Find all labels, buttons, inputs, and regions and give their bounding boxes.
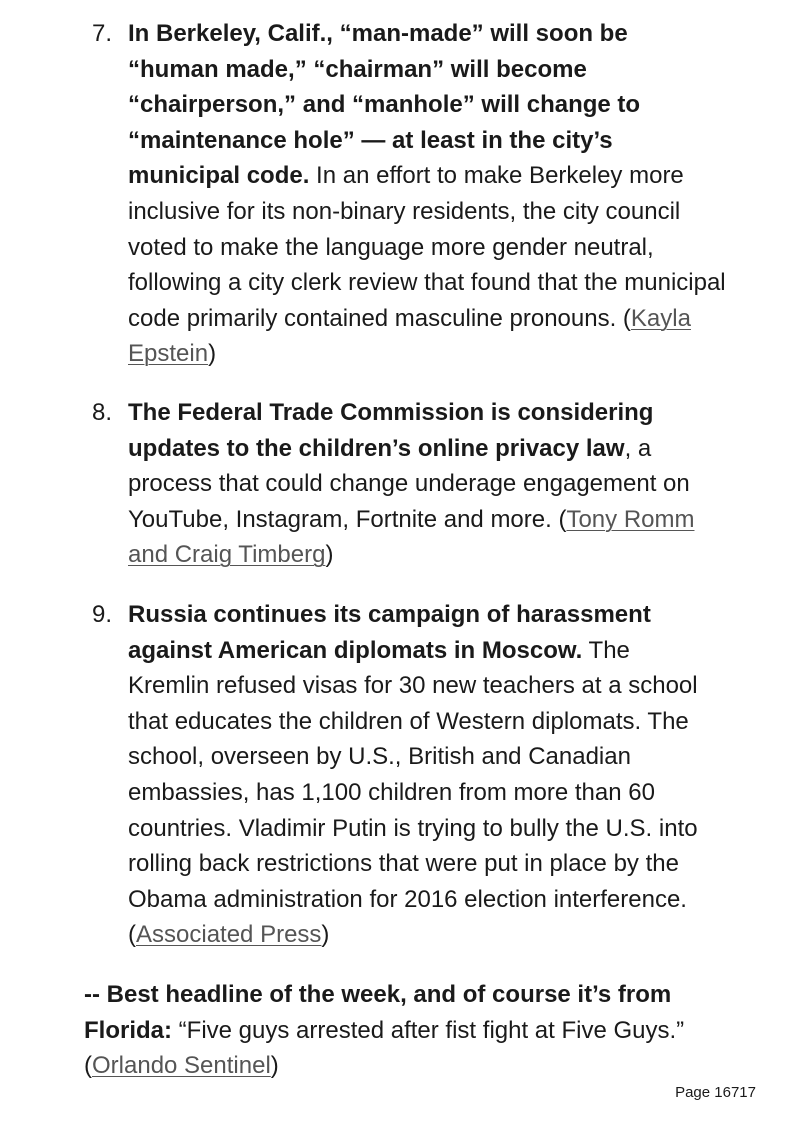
list-number: 7.	[92, 20, 113, 47]
list-item-body	[128, 16, 726, 372]
bold-text: “chairperson,” and “manhole” will change to	[128, 91, 641, 119]
body-text: , a	[624, 434, 652, 462]
body-text: countries. Vladimir Putin is trying to bully the U.S. into	[128, 814, 698, 842]
body-text: that educates the children of Western diplomats. The	[128, 707, 689, 735]
bold-text: The Federal Trade Commission is considering	[128, 399, 654, 426]
list-number: 9.	[92, 601, 113, 628]
list-item-body	[128, 597, 722, 953]
list-item-7	[92, 16, 726, 372]
body-text: process that could change underage engagement on	[128, 470, 690, 498]
body-text: embassies, has 1,100 children from more than 60	[128, 778, 655, 806]
best-headline-paragraph	[84, 977, 764, 1084]
body-text: The	[582, 636, 630, 664]
bold-text: municipal code.	[128, 162, 310, 190]
body-text: (	[128, 921, 136, 949]
body-text: inclusive for its non-binary residents, the city council	[128, 197, 681, 225]
body-text: Kremlin refused visas for 30 new teachers at a school	[128, 672, 698, 700]
bold-text: In Berkeley, Calif., “man-made” will soon be	[128, 20, 628, 47]
bold-text: -- Best headline of the week, and of course it’s from	[84, 981, 672, 1008]
body-text: In an effort to make Berkeley more	[309, 162, 684, 190]
bold-text: Florida:	[84, 1016, 172, 1044]
paren: )	[325, 541, 334, 569]
bold-text: “maintenance hole” — at least in the city’s	[128, 126, 613, 154]
list-item-body	[128, 395, 722, 573]
bold-text: “human made,” “chairman” will become	[128, 55, 587, 83]
list-item-9	[92, 597, 722, 953]
list-item-8	[92, 395, 722, 573]
bold-text: updates to the children’s online privacy law	[128, 434, 625, 462]
source-link-craig-timberg[interactable]: and Craig Timberg	[128, 541, 326, 569]
paren: )	[270, 1052, 279, 1080]
bold-text: against American diplomats in Moscow.	[128, 636, 583, 664]
body-text: code primarily contained masculine pronouns. (	[128, 304, 631, 332]
paren: (	[84, 1052, 92, 1080]
source-link-kayla-epstein-cont[interactable]: Epstein	[128, 340, 209, 368]
source-link-tony-romm[interactable]: Tony Romm	[566, 505, 695, 533]
bold-text: Russia continues its campaign of harassment	[128, 601, 651, 628]
paren: )	[208, 340, 217, 368]
page-number: Page 16717	[675, 1084, 756, 1101]
source-link-kayla-epstein[interactable]: Kayla	[630, 304, 691, 332]
list-number: 8.	[92, 399, 113, 426]
body-text: voted to make the language more gender neutral,	[128, 233, 654, 261]
body-text: following a city clerk review that found that the municipal	[128, 269, 726, 297]
body-text: Obama administration for 2016 election interference.	[128, 885, 687, 913]
body-text: rolling back restrictions that were put in place by the	[128, 850, 679, 878]
body-text: school, overseen by U.S., British and Canadian	[128, 743, 631, 771]
source-link-associated-press[interactable]: Associated Press	[136, 921, 322, 949]
body-text: YouTube, Instagram, Fortnite and more. (	[128, 505, 567, 533]
paren: )	[321, 921, 330, 949]
source-link-orlando-sentinel[interactable]: Orlando Sentinel	[92, 1052, 271, 1080]
headline-quote: “Five guys arrested after fist fight at Five Guys.”	[172, 1016, 685, 1044]
